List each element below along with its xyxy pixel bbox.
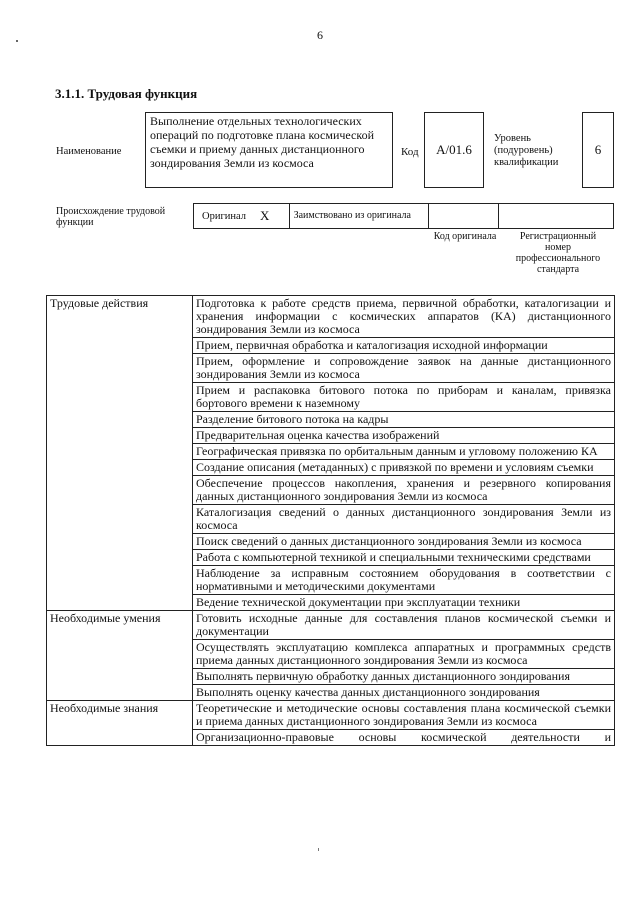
table-cell: Поиск сведений о данных дистанционного зондирования Земли из космоса [193, 534, 615, 550]
original-cell [194, 204, 290, 228]
borrowed-cell [290, 204, 429, 228]
table-cell: Географическая привязка по орбитальным данным и угловому положению КА [193, 444, 615, 460]
reg-number-cell [499, 204, 613, 228]
level-box [582, 112, 614, 188]
scan-speck [16, 40, 18, 42]
level-value: 6 [594, 142, 602, 157]
table-cell: Организационно-правовые основы космической деятельности и [193, 730, 615, 746]
table-row [47, 296, 615, 338]
table-cell: Теоретические и методические основы составления плана космической съемки и приема данных дистанционного зондирования Земли из космоса [193, 701, 615, 730]
origin-strip [193, 203, 614, 229]
section-title: 3.1.1. Трудовая функция [55, 86, 198, 101]
name-label: Наименование [56, 146, 122, 157]
code-box [424, 112, 484, 188]
category-labor-actions: Трудовые действия [47, 296, 193, 611]
function-name-box [145, 112, 393, 188]
code-label: Код [401, 146, 419, 158]
original-label: Оригинал [202, 210, 246, 222]
labor-function-table [46, 295, 615, 746]
original-mark: X [260, 208, 270, 223]
table-cell: Выполнять первичную обработку данных дистанционного зондирования [193, 669, 615, 685]
table-cell: Прием, первичная обработка и каталогизация исходной информации [193, 338, 615, 354]
table-cell: Ведение технической документации при эксплуатации техники [193, 595, 615, 611]
table-cell: Каталогизация сведений о данных дистанционного зондирования Земли из космоса [193, 505, 615, 534]
table-cell: Наблюдение за исправным состоянием оборудования в соответствии с нормативными и методическими документами [193, 566, 615, 595]
table-row [47, 701, 615, 730]
table-row [47, 611, 615, 640]
table-cell: Разделение битового потока на кадры [193, 412, 615, 428]
code-value: A/01.6 [436, 142, 472, 157]
table-cell: Прием и распаковка битового потока по приборам и каналам, привязка бортового времени к наземному [193, 383, 615, 412]
category-skills: Необходимые умения [47, 611, 193, 701]
table-cell: Предварительная оценка качества изображений [193, 428, 615, 444]
level-label: Уровень (подуровень) квалификации [494, 133, 559, 168]
page-number: 6 [317, 28, 323, 42]
category-knowledge: Необходимые знания [47, 701, 193, 746]
table-cell: Прием, оформление и сопровождение заявок на данные дистанционного зондирования Земли из космоса [193, 354, 615, 383]
function-name-value: Выполнение отдельных технологических операций по подготовке плана космической съемки и приему данных дистанционного зондирования Земли из космоса [150, 114, 374, 170]
borrowed-label: Заимствовано из оригинала [293, 210, 411, 221]
table-cell: Создание описания (метаданных) с привязкой по времени и условиям съемки [193, 460, 615, 476]
table-cell: Обеспечение процессов накопления, хранения и резервного копирования данных дистанционного зондирования Земли из космоса [193, 476, 615, 505]
code-original-cell [429, 204, 499, 228]
table-cell: Работа с компьютерной техникой и специальными техническими средствами [193, 550, 615, 566]
origin-label: Происхождение трудовой функции [56, 206, 166, 228]
reg-number-label: Регистрационный номер профессионального стандарта [515, 231, 601, 275]
table-cell: Готовить исходные данные для составления планов космической съемки и документации [193, 611, 615, 640]
table-cell: Осуществлять эксплуатацию комплекса аппаратных и программных средств приема данных дистанционного зондирования Земли из космоса [193, 640, 615, 669]
scan-mark [318, 848, 319, 851]
code-original-label: Код оригинала [433, 231, 497, 242]
table-cell: Выполнять оценку качества данных дистанционного зондирования [193, 685, 615, 701]
table-cell: Подготовка к работе средств приема, первичной обработки, каталогизации и хранения информации с космических аппаратов (КА) дистанционного зондирования Земли из космоса [193, 296, 615, 338]
